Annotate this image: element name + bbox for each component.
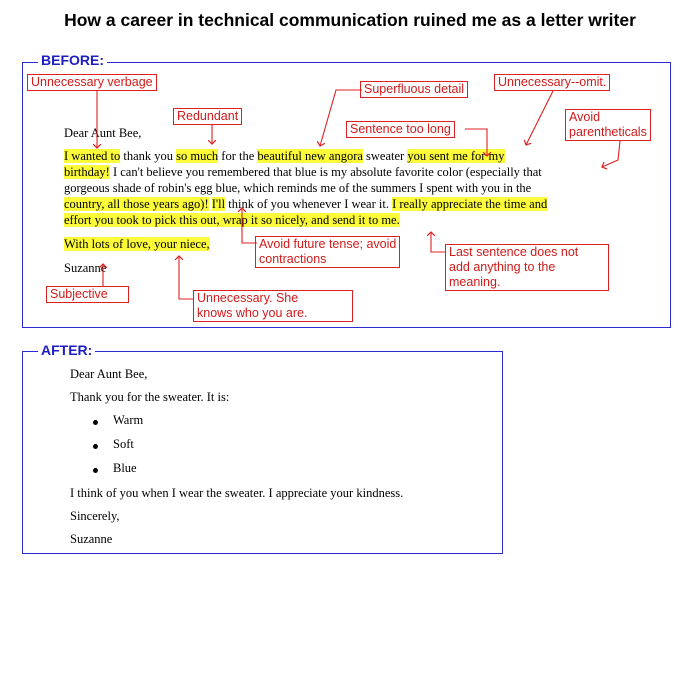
annotation-knows-who-you-are: Unnecessary. She knows who you are.: [193, 290, 353, 322]
before-paragraph-line-2: birthday! I can't believe you remembered that blue is my absolute favorite color (especially that: [64, 165, 542, 179]
arrow-last-sentence: [431, 232, 445, 252]
highlight-effort: effort you took to pick this out, wrap it so nicely, and send it to me.: [64, 213, 400, 227]
highlight-beautiful-new-angora: beautiful new angora: [257, 149, 363, 163]
arrow-future-tense: [242, 208, 257, 243]
annotation-sentence-too-long: Sentence too long: [346, 121, 455, 138]
after-legend: AFTER:: [38, 342, 95, 358]
before-signature: Suzanne: [64, 261, 107, 275]
after-bullet-3: Blue: [113, 461, 137, 475]
after-closing: Sincerely,: [70, 509, 120, 523]
annotation-avoid-parentheticals: Avoid parentheticals: [565, 109, 651, 141]
after-bullet-2: Soft: [113, 437, 134, 451]
after-greeting: Dear Aunt Bee,: [70, 367, 148, 381]
arrow-knows: [179, 256, 194, 299]
annotation-superfluous-detail: Superfluous detail: [360, 81, 468, 98]
annotation-unnecessary-verbage: Unnecessary verbage: [27, 74, 157, 91]
arrow-parentheticals: [602, 141, 620, 167]
after-signature: Suzanne: [70, 532, 113, 546]
before-paragraph-line-1: I wanted to thank you so much for the beautiful new angora sweater you sent me for my: [64, 149, 505, 163]
after-bullet-1: Warm: [113, 413, 144, 427]
arrow-too-long: [465, 129, 487, 156]
before-paragraph-line-4: country, all those years ago)! I'll think of you whenever I wear it. I really appreciate the time and: [64, 197, 548, 211]
annotation-subjective: Subjective: [46, 286, 129, 303]
annotation-unnecessary-omit: Unnecessary--omit.: [494, 74, 610, 91]
bullet-dot-2: [93, 444, 98, 449]
after-line-2: I think of you when I wear the sweater. I appreciate your kindness.: [70, 486, 404, 500]
highlight-you-sent-me: you sent me for my: [407, 149, 505, 163]
highlight-so-much: so much: [176, 149, 219, 163]
highlight-birthday: birthday!: [64, 165, 110, 179]
before-paragraph-line-3: gorgeous shade of robin's egg blue, which reminds me of the summers I spent with you in the: [64, 181, 532, 195]
before-legend: BEFORE:: [38, 52, 107, 68]
highlight-closing: With lots of love, your niece,: [64, 237, 210, 251]
annotation-avoid-future-tense: Avoid future tense; avoid contractions: [255, 236, 400, 268]
after-line-1: Thank you for the sweater. It is:: [70, 390, 230, 404]
highlight-ill: I'll: [211, 197, 226, 211]
bullet-dot-3: [93, 468, 98, 473]
annotation-last-sentence: Last sentence does not add anything to the meaning.: [445, 244, 609, 291]
arrow-omit: [526, 91, 553, 145]
page-title: How a career in technical communication ruined me as a letter writer: [64, 10, 636, 30]
highlight-really-appreciate: I really appreciate the time and: [392, 197, 548, 211]
highlight-i-wanted-to: I wanted to: [64, 149, 121, 163]
annotation-redundant: Redundant: [173, 108, 242, 125]
bullet-dot-1: [93, 420, 98, 425]
highlight-parenthetical: country, all those years ago)!: [64, 197, 209, 211]
before-greeting: Dear Aunt Bee,: [64, 126, 142, 140]
arrow-superfluous: [320, 90, 362, 146]
